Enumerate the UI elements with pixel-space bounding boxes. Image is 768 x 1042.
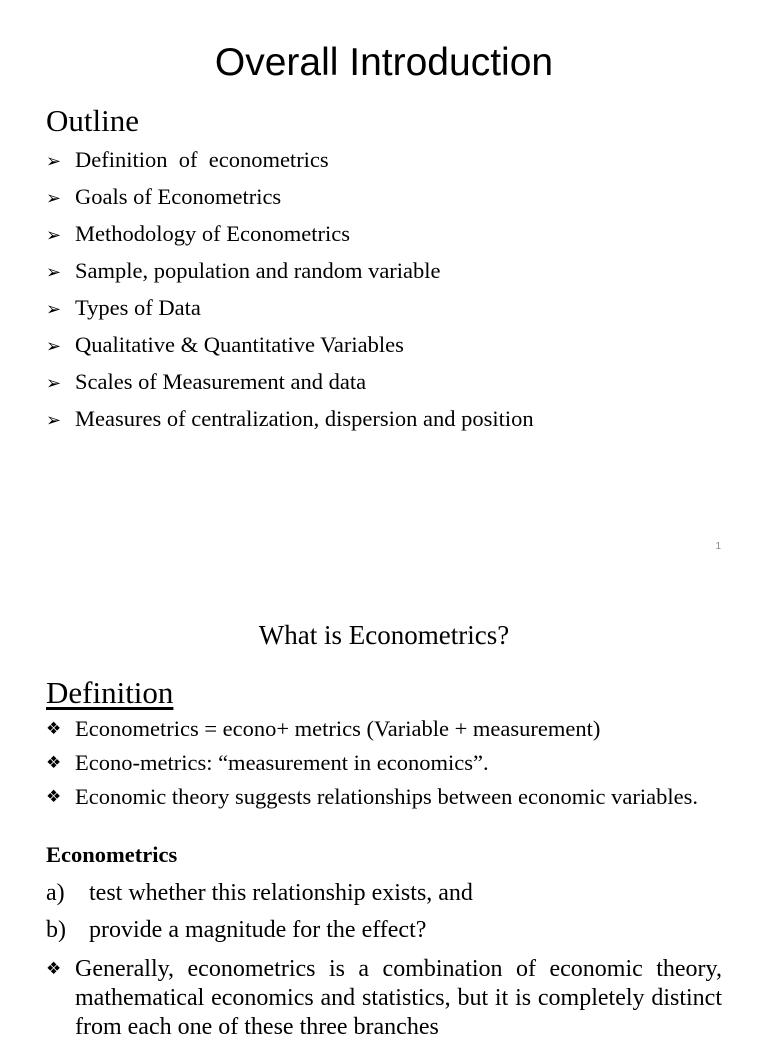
diamond-bullet-icon: ❖ [46,959,62,979]
diamond-bullet-icon: ❖ [46,753,62,773]
outline-item-text: Definition of econometrics [75,147,329,172]
definition-item-text: Econometrics = econo+ metrics (Variable + measurement) [75,716,601,741]
definition-item-text: Economic theory suggests relationships between economic variables. [75,784,698,809]
general-statement-text: Generally, econometrics is a combination of economic theory, mathematical economics and statistics, but it is completely distinct from each one of these three branches [75,956,722,1040]
definition-item-text: Econo-metrics: “measurement in economics”. [75,750,489,775]
outline-item-text: Qualitative & Quantitative Variables [75,332,404,357]
outline-item [46,332,534,369]
purpose-item [46,915,473,952]
arrow-bullet-icon: ➢ [46,410,62,431]
definition-heading: Definition [46,675,174,710]
outline-item [46,184,534,221]
arrow-bullet-icon: ➢ [46,225,62,246]
outline-item-text: Goals of Econometrics [75,184,282,209]
definition-item [46,715,722,743]
arrow-bullet-icon: ➢ [46,336,62,357]
outline-item [46,147,534,184]
outline-item [46,295,534,332]
outline-item [46,258,534,295]
page-number: 1 [715,541,721,552]
purpose-item-marker: a) [46,880,65,906]
diamond-bullet-icon: ❖ [46,719,62,739]
arrow-bullet-icon: ➢ [46,151,62,172]
purpose-item-text: provide a magnitude for the effect? [89,917,427,943]
definition-list [46,715,722,817]
purpose-item [46,878,473,915]
arrow-bullet-icon: ➢ [46,299,62,320]
definition-item [46,783,722,811]
outline-item [46,406,534,443]
outline-heading: Outline [46,103,139,138]
econometrics-subheading: Econometrics [46,842,178,867]
outline-item-text: Methodology of Econometrics [75,221,350,246]
outline-list [46,147,534,443]
outline-item-text: Measures of centralization, dispersion and position [75,406,534,431]
definition-item [46,749,722,777]
outline-item-text: Types of Data [75,295,201,320]
slide-title: Overall Introduction [214,41,554,84]
slide-title: What is Econometrics? [258,620,510,650]
general-statement [46,955,722,1042]
outline-item-text: Sample, population and random variable [75,258,441,283]
outline-item-text: Scales of Measurement and data [75,369,367,394]
purpose-list [46,878,473,952]
arrow-bullet-icon: ➢ [46,373,62,394]
purpose-item-text: test whether this relationship exists, and [89,880,473,906]
diamond-bullet-icon: ❖ [46,787,62,807]
arrow-bullet-icon: ➢ [46,188,62,209]
outline-item [46,221,534,258]
slide-definition [0,576,768,1040]
outline-item [46,369,534,406]
purpose-item-marker: b) [46,917,66,943]
arrow-bullet-icon: ➢ [46,262,62,283]
